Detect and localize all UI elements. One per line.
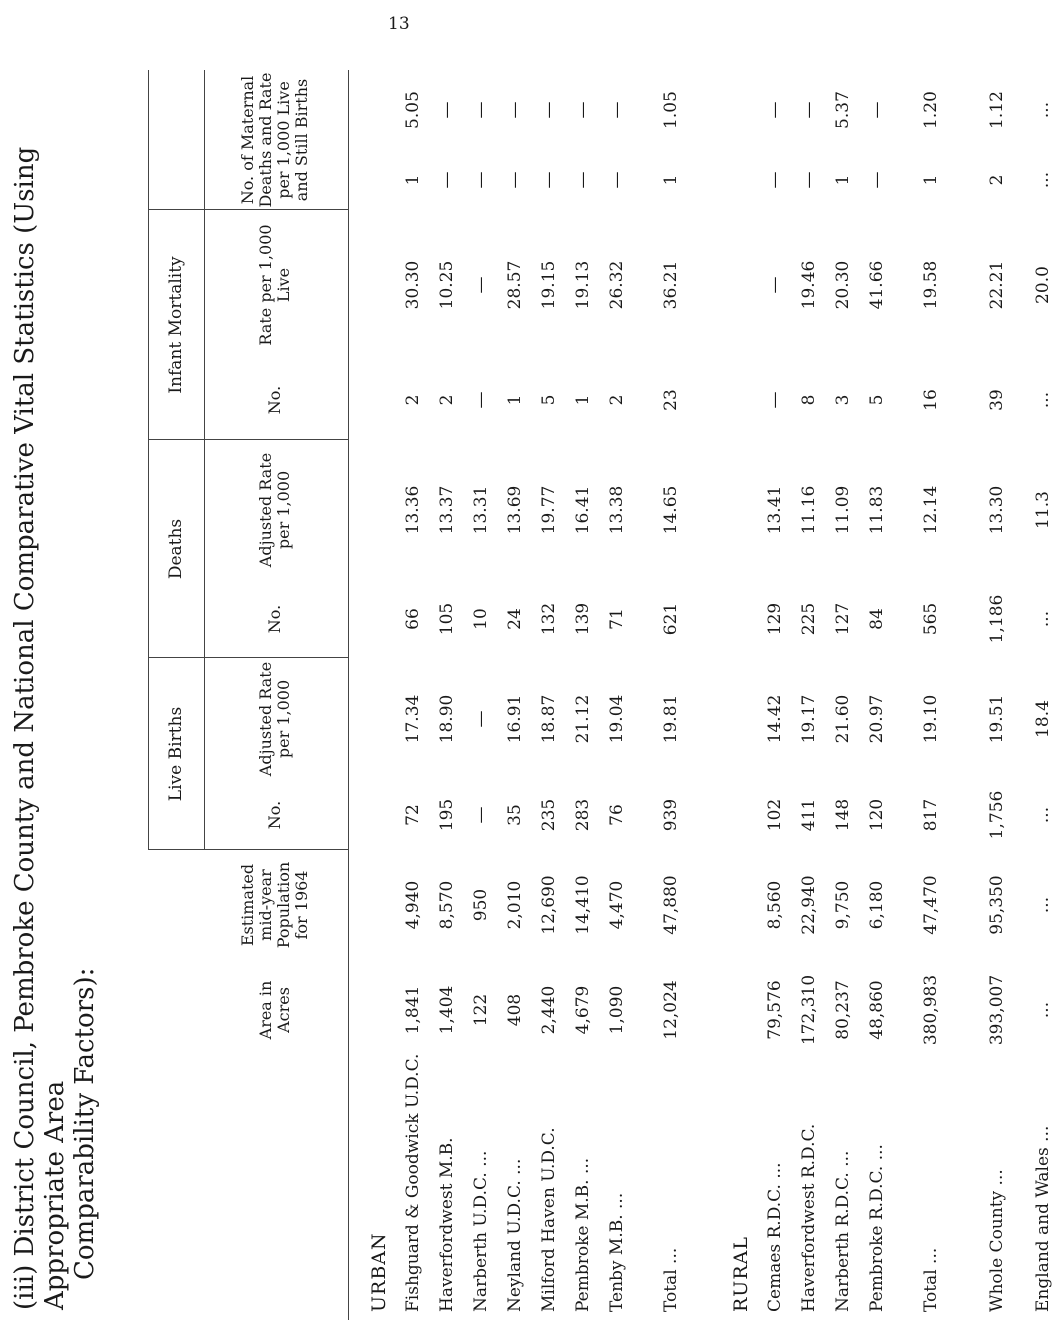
heading-line-1: (iii) District Council, Pembroke County and National Comparative Vital Statistics (Using Appropriate Area: [10, 146, 70, 1310]
col-area: Area in Acres: [256, 980, 293, 1040]
cell-births-rate: 19.51: [987, 694, 1007, 744]
rotated-table-page: [0, 70, 1053, 1320]
cell-area: 408: [505, 993, 525, 1027]
cell-births-rate: 17.34: [403, 694, 423, 744]
cell-maternal-rate: —: [471, 101, 491, 119]
cell-maternal-rate: —: [437, 101, 457, 119]
cell-maternal-rate: 5.05: [403, 91, 423, 129]
col-deaths-rate: Adjusted Rate per 1,000: [256, 452, 293, 568]
cell-name: Cemaes R.D.C. ...: [765, 1162, 785, 1312]
cell-name: Haverfordwest R.D.C.: [799, 1123, 819, 1312]
cell-deaths-no: 105: [437, 602, 457, 636]
cell-deaths-no: 71: [607, 608, 627, 630]
cell-infant-rate: —: [765, 276, 785, 294]
cell-name: Neyland U.D.C. ...: [505, 1158, 525, 1312]
cell-name: Narberth R.D.C. ...: [833, 1150, 853, 1312]
cell-births-no: 235: [539, 798, 559, 832]
cell-area: 4,679: [573, 985, 593, 1035]
cell-infant-no: —: [765, 391, 785, 409]
table-row: [758, 70, 792, 1320]
cell-population: 22,940: [799, 875, 819, 935]
cell-infant-no: 23: [661, 389, 681, 411]
cell-maternal-no: 1: [833, 174, 853, 186]
heading-line-2: Comparability Factors):: [70, 967, 100, 1280]
cell-deaths-no: 139: [573, 602, 593, 636]
cell-deaths-no: 127: [833, 602, 853, 636]
cell-infant-no: 2: [403, 394, 423, 406]
cell-population: 6,180: [867, 880, 887, 930]
cell-area: ...: [1033, 1001, 1053, 1019]
cell-maternal-no: 1: [661, 174, 681, 186]
cell-population: 47,880: [661, 875, 681, 935]
cell-births-no: 148: [833, 798, 853, 832]
group-live-births: Live Births: [166, 706, 186, 802]
cell-infant-no: 1: [573, 394, 593, 406]
cell-maternal-no: 1: [921, 174, 941, 186]
cell-name: Fishguard & Goodwick U.D.C.: [403, 1053, 423, 1312]
cell-births-no: 35: [505, 804, 525, 826]
total-row: [654, 70, 688, 1320]
cell-infant-rate: 36.21: [661, 260, 681, 310]
cell-population: 4,940: [403, 880, 423, 930]
cell-maternal-rate: —: [539, 101, 559, 119]
cell-deaths-no: 1,186: [987, 594, 1007, 644]
cell-infant-no: 2: [607, 394, 627, 406]
cell-maternal-no: —: [437, 171, 457, 189]
cell-infant-no: ...: [1033, 391, 1053, 409]
cell-maternal-no: —: [539, 171, 559, 189]
cell-infant-rate: 22.21: [987, 260, 1007, 310]
cell-deaths-rate: 13.69: [505, 485, 525, 535]
cell-name: RURAL: [730, 1236, 752, 1312]
cell-maternal-rate: —: [867, 101, 887, 119]
cell-area: 2,440: [539, 985, 559, 1035]
cell-deaths-rate: 16.41: [573, 485, 593, 535]
cell-births-no: 283: [573, 798, 593, 832]
cell-maternal-no: 2: [987, 174, 1007, 186]
cell-births-no: 817: [921, 798, 941, 832]
cell-maternal-no: —: [471, 171, 491, 189]
total-row: [980, 70, 1014, 1320]
cell-births-rate: 19.04: [607, 694, 627, 744]
cell-maternal-no: —: [765, 171, 785, 189]
cell-infant-rate: 19.46: [799, 260, 819, 310]
cell-name: URBAN: [368, 1232, 390, 1312]
cell-births-rate: 21.60: [833, 694, 853, 744]
group-infant-mortality: Infant Mortality: [166, 256, 186, 394]
cell-name: Pembroke R.D.C. ...: [867, 1144, 887, 1312]
cell-area: 1,404: [437, 985, 457, 1035]
cell-name: England and Wales ...: [1033, 1125, 1053, 1312]
cell-deaths-no: 565: [921, 602, 941, 636]
cell-infant-rate: 30.30: [403, 260, 423, 310]
cell-deaths-rate: 13.31: [471, 485, 491, 535]
cell-births-no: 195: [437, 798, 457, 832]
cell-name: Tenby M.B. ...: [607, 1192, 627, 1312]
cell-infant-rate: 28.57: [505, 260, 525, 310]
cell-infant-no: 2: [437, 394, 457, 406]
cell-deaths-rate: 14.65: [661, 485, 681, 535]
col-maternal: No. of Maternal Deaths and Rate per 1,000 Live and Still Births: [238, 72, 311, 208]
page-number: 13: [388, 14, 410, 34]
cell-maternal-rate: ...: [1033, 101, 1053, 119]
cell-name: Narberth U.D.C. ...: [471, 1150, 491, 1312]
cell-maternal-no: —: [505, 171, 525, 189]
cell-deaths-no: 225: [799, 602, 819, 636]
cell-deaths-rate: 11.09: [833, 485, 853, 535]
cell-births-no: 1,756: [987, 790, 1007, 840]
cell-deaths-rate: 13.38: [607, 485, 627, 535]
cell-area: 172,310: [799, 974, 819, 1046]
cell-infant-rate: —: [471, 276, 491, 294]
cell-maternal-rate: 5.37: [833, 91, 853, 129]
cell-births-rate: 14.42: [765, 694, 785, 744]
col-births-rate: Adjusted Rate per 1,000: [256, 661, 293, 777]
cell-deaths-rate: 19.77: [539, 485, 559, 535]
section-row: [724, 70, 758, 1320]
cell-births-no: 120: [867, 798, 887, 832]
cell-infant-rate: 10.25: [437, 260, 457, 310]
cell-deaths-rate: 11.83: [867, 485, 887, 535]
cell-infant-no: 8: [799, 394, 819, 406]
cell-deaths-no: ...: [1033, 610, 1053, 628]
cell-deaths-no: 24: [505, 608, 525, 630]
cell-infant-no: 5: [539, 394, 559, 406]
cell-deaths-no: 621: [661, 602, 681, 636]
cell-births-no: 939: [661, 798, 681, 832]
cell-population: ...: [1033, 896, 1053, 914]
cell-births-rate: 20.97: [867, 694, 887, 744]
cell-infant-no: 39: [987, 389, 1007, 411]
table-row: [430, 70, 464, 1320]
cell-population: 2,010: [505, 880, 525, 930]
cell-births-no: 102: [765, 798, 785, 832]
cell-births-no: ...: [1033, 806, 1053, 824]
cell-population: 12,690: [539, 875, 559, 935]
cell-area: 1,090: [607, 985, 627, 1035]
table-row: [600, 70, 634, 1320]
cell-infant-no: 16: [921, 389, 941, 411]
cell-births-rate: —: [471, 710, 491, 728]
cell-infant-rate: 26.32: [607, 260, 627, 310]
table-row: [396, 70, 430, 1320]
cell-name: Total ...: [661, 1247, 681, 1312]
cell-name: Whole County ...: [987, 1169, 1007, 1312]
cell-deaths-no: 10: [471, 608, 491, 630]
cell-population: 950: [471, 888, 491, 922]
cell-births-no: 72: [403, 804, 423, 826]
cell-maternal-no: —: [799, 171, 819, 189]
cell-area: 48,860: [867, 980, 887, 1040]
cell-population: 9,750: [833, 880, 853, 930]
cell-maternal-rate: —: [573, 101, 593, 119]
cell-maternal-no: —: [607, 171, 627, 189]
col-population: Estimated mid-year Population for 1964: [238, 861, 311, 949]
col-infant-no: No.: [265, 385, 284, 415]
cell-maternal-rate: —: [765, 101, 785, 119]
cell-infant-rate: 19.15: [539, 260, 559, 310]
cell-infant-rate: 20.0: [1033, 266, 1053, 304]
cell-population: 47,470: [921, 875, 941, 935]
cell-maternal-no: 1: [403, 174, 423, 186]
cell-name: Haverfordwest M.B.: [437, 1137, 457, 1312]
group-deaths: Deaths: [166, 518, 186, 580]
cell-infant-no: 1: [505, 394, 525, 406]
cell-area: 122: [471, 993, 491, 1027]
cell-deaths-rate: 13.41: [765, 485, 785, 535]
cell-maternal-no: —: [573, 171, 593, 189]
table-row: [1026, 70, 1060, 1320]
col-deaths-no: No.: [265, 604, 284, 634]
cell-maternal-rate: —: [505, 101, 525, 119]
col-births-no: No.: [265, 800, 284, 830]
cell-deaths-rate: 12.14: [921, 485, 941, 535]
cell-births-no: 411: [799, 798, 819, 832]
cell-births-rate: 18.87: [539, 694, 559, 744]
cell-area: 393,007: [987, 974, 1007, 1046]
table-row: [566, 70, 600, 1320]
cell-maternal-rate: 1.05: [661, 91, 681, 129]
cell-births-no: 76: [607, 804, 627, 826]
cell-births-rate: 21.12: [573, 694, 593, 744]
table-row: [498, 70, 532, 1320]
cell-births-rate: 16.91: [505, 694, 525, 744]
cell-maternal-no: —: [867, 171, 887, 189]
cell-population: 8,560: [765, 880, 785, 930]
cell-population: 4,470: [607, 880, 627, 930]
cell-infant-no: —: [471, 391, 491, 409]
cell-name: Milford Haven U.D.C.: [539, 1127, 559, 1312]
cell-births-rate: 19.17: [799, 694, 819, 744]
cell-name: Pembroke M.B. ...: [573, 1157, 593, 1312]
cell-area: 12,024: [661, 980, 681, 1040]
cell-area: 79,576: [765, 980, 785, 1040]
table-row: [826, 70, 860, 1320]
cell-infant-rate: 41.66: [867, 260, 887, 310]
cell-population: 14,410: [573, 875, 593, 935]
cell-births-no: —: [471, 806, 491, 824]
cell-deaths-rate: 11.3: [1033, 491, 1053, 529]
col-infant-rate: Rate per 1,000 Live: [256, 224, 293, 346]
cell-infant-rate: 19.13: [573, 260, 593, 310]
section-row: [362, 70, 396, 1320]
cell-maternal-rate: —: [799, 101, 819, 119]
cell-infant-rate: 19.58: [921, 260, 941, 310]
cell-maternal-rate: 1.20: [921, 91, 941, 129]
cell-area: 80,237: [833, 980, 853, 1040]
cell-deaths-rate: 13.37: [437, 485, 457, 535]
cell-deaths-no: 129: [765, 602, 785, 636]
cell-population: 95,350: [987, 875, 1007, 935]
cell-area: 1,841: [403, 985, 423, 1035]
cell-infant-no: 3: [833, 394, 853, 406]
cell-infant-rate: 20.30: [833, 260, 853, 310]
cell-area: 380,983: [921, 974, 941, 1046]
table-row: [532, 70, 566, 1320]
cell-deaths-rate: 11.16: [799, 485, 819, 535]
header-rule: [348, 70, 349, 1320]
cell-maternal-no: ...: [1033, 171, 1053, 189]
cell-deaths-no: 84: [867, 608, 887, 630]
cell-deaths-rate: 13.30: [987, 485, 1007, 535]
table-row: [464, 70, 498, 1320]
cell-births-rate: 18.90: [437, 694, 457, 744]
cell-births-rate: 19.10: [921, 694, 941, 744]
table-row: [860, 70, 894, 1320]
cell-maternal-rate: 1.12: [987, 91, 1007, 129]
table-heading: [10, 80, 100, 1310]
cell-population: 8,570: [437, 880, 457, 930]
cell-name: Total ...: [921, 1247, 941, 1312]
cell-deaths-no: 66: [403, 608, 423, 630]
total-row: [914, 70, 948, 1320]
table-row: [792, 70, 826, 1320]
cell-deaths-rate: 13.36: [403, 485, 423, 535]
cell-births-rate: 18.4: [1033, 700, 1053, 738]
cell-maternal-rate: —: [607, 101, 627, 119]
cell-infant-no: 5: [867, 394, 887, 406]
cell-deaths-no: 132: [539, 602, 559, 636]
cell-births-rate: 19.81: [661, 694, 681, 744]
